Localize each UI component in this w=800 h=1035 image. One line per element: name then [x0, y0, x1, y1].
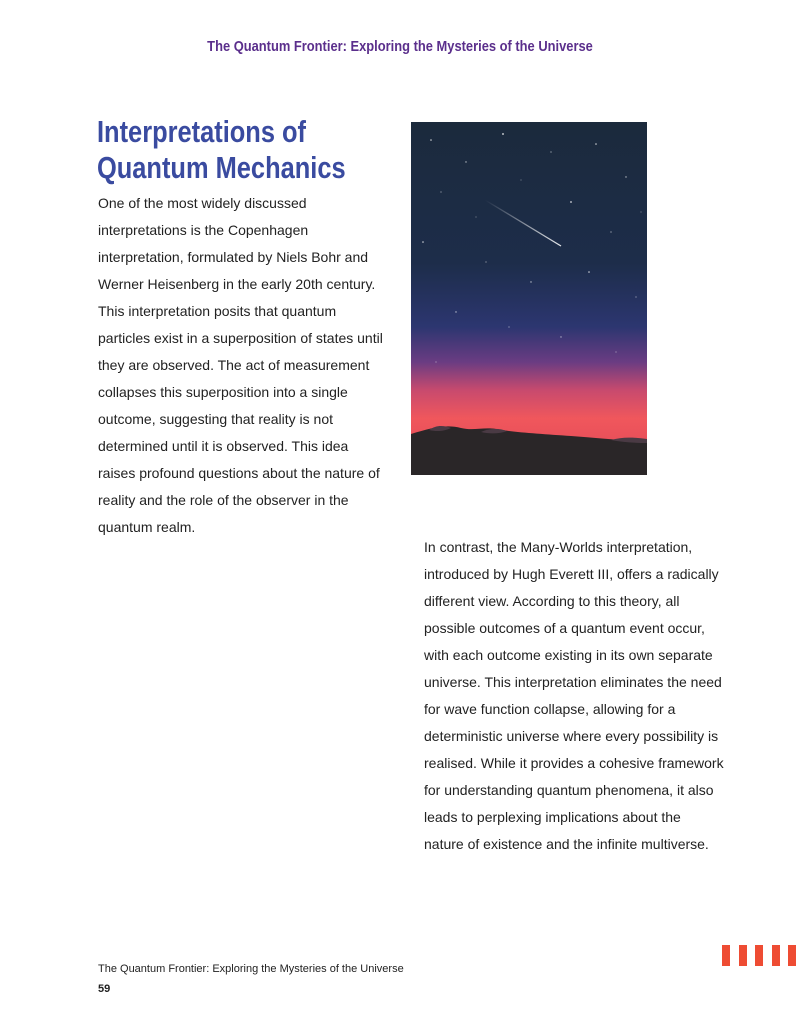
decorative-red-bars [722, 945, 796, 966]
section-title [97, 114, 346, 186]
paragraph-copenhagen: One of the most widely discussed interpretations is the Copenhagen interpretation, formulated by Niels Bohr and Werner Heisenberg in the early 20th century. This interpretation posits that quantum particles exist in a superposition of states until they are observed. The act of measurement collapses this superposition into a single outcome, suggesting that reality is not determined until it is observed. This idea raises profound questions about the nature of reality and the role of the observer in the quantum realm. [98, 195, 383, 535]
paragraph-many-worlds: In contrast, the Many-Worlds interpretation, introduced by Hugh Everett III, offers a radically different view. According to this theory, all possible outcomes of a quantum event occur, with each outcome existing in its own separate universe. This interpretation eliminates the need for wave function collapse, allowing for a deterministic universe where every possibility is realised. While it provides a cohesive framework for understanding quantum phenomena, it also leads to perplexing implications about the nature of existence and the infinite multiverse. [424, 539, 724, 852]
section-title-line-1: Interpretations of [97, 114, 307, 149]
section-title-line-2: Quantum Mechanics [97, 150, 346, 185]
night-sky-shooting-star-image [411, 122, 647, 475]
red-bar [788, 945, 796, 966]
red-bar [722, 945, 730, 966]
running-header: The Quantum Frontier: Exploring the Mysteries of the Universe [207, 38, 593, 55]
red-bar [755, 945, 763, 966]
red-bar [772, 945, 780, 966]
page-number: 59 [98, 983, 111, 995]
red-bar [739, 945, 747, 966]
footer-book-title: The Quantum Frontier: Exploring the Mysteries of the Universe [98, 963, 404, 975]
